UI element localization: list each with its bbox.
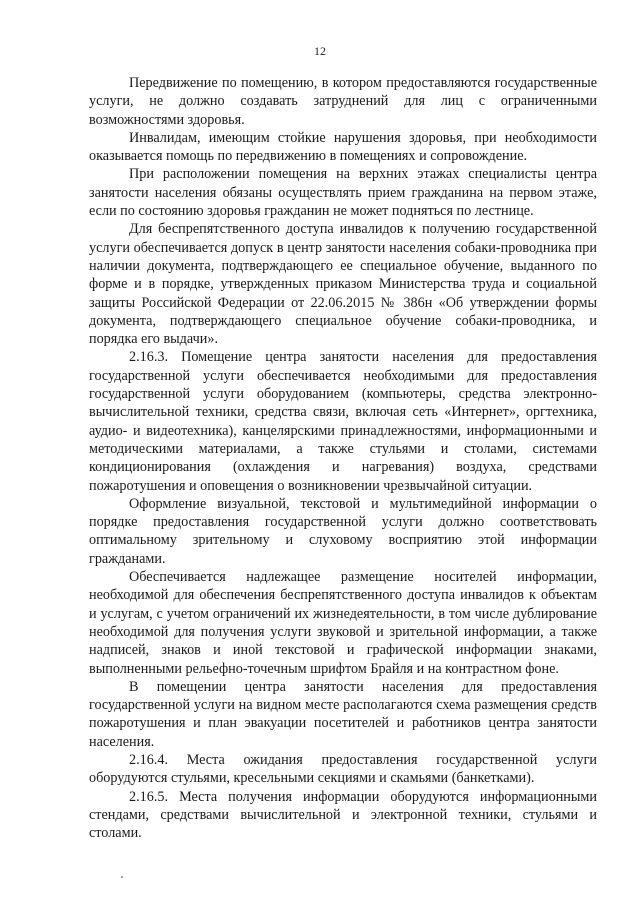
paragraph-guide-dog: Для беспрепятственного доступа инвалидов к получению государственной услуги обеспечивается допуск в центр занятости населения собаки-проводника при наличии документа, подтверждающего ее специальное обучение, выданного по форме и в порядке, утвержденных приказом Министерства труда и социальной защиты Российской Федерации от 22.06.2015 № 386н «Об утверждении формы документа, подтверждающего специальное обучение собаки-проводника, и порядка его выдачи». [89,221,597,348]
paragraph-2-16-5: 2.16.5. Места получения информации оборудуются информационными стендами, средствами вычислительной и электронной техники, стульями и столами. [89,788,597,842]
paragraph-2-16-4: 2.16.4. Места ожидания предоставления государственной услуги оборудуются стульями, кресельными секциями и скамьями (банкетками). [89,751,597,787]
document-body [89,74,597,842]
page-number: 12 [314,44,326,58]
scan-speck [121,876,123,878]
paragraph-assistance: Инвалидам, имеющим стойкие нарушения здоровья, при необходимости оказывается помощь по передвижению в помещениях и сопровождение. [89,129,597,165]
paragraph-information-placement: Обеспечивается надлежащее размещение носителей информации, необходимой для обеспечения беспрепятственного доступа инвалидов к объектам и услугам, с учетом ограничений их жизнедеятельности, в том числе дублирование необходимой для получения услуги звуковой и зрительной информации, а также надписей, знаков и иной текстовой и графической информации знаками, выполненными рельефно-точечным шрифтом Брайля и на контрастном фоне. [89,569,597,677]
paragraph-evacuation-plan: В помещении центра занятости населения для предоставления государственной услуги на видном месте располагаются схема размещения средств пожаротушения и план эвакуации посетителей и работников центра занятости населения. [89,678,597,750]
paragraph-information-design: Оформление визуальной, текстовой и мультимедийной информации о порядке предоставления государственной услуги должно соответствовать оптимальному зрительному и слуховому восприятию этой информации гражданами. [89,495,597,567]
paragraph-upper-floors: При расположении помещения на верхних этажах специалисты центра занятости населения обязаны осуществлять прием гражданина на первом этаже, если по состоянию здоровья гражданин не может подняться по лестнице. [89,166,597,220]
paragraph-2-16-3: 2.16.3. Помещение центра занятости населения для предоставления государственной услуги обеспечивается необходимыми для предоставления государственной услуги оборудованием (компьютеры, средства электронно-вычислительной техники, средства связи, включая сеть «Интернет», оргтехника, аудио- и видеотехника), канцелярскими принадлежностями, информационными и методическими материалами, а также стульями и столами, системами кондиционирования (охлаждения и нагревания) воздуха, средствами пожаротушения и оповещения о возникновении чрезвычайной ситуации. [89,349,597,494]
paragraph-movement: Передвижение по помещению, в котором предоставляются государственные услуги, не должно создавать затруднений для лиц с ограниченными возможностями здоровья. [89,75,597,128]
